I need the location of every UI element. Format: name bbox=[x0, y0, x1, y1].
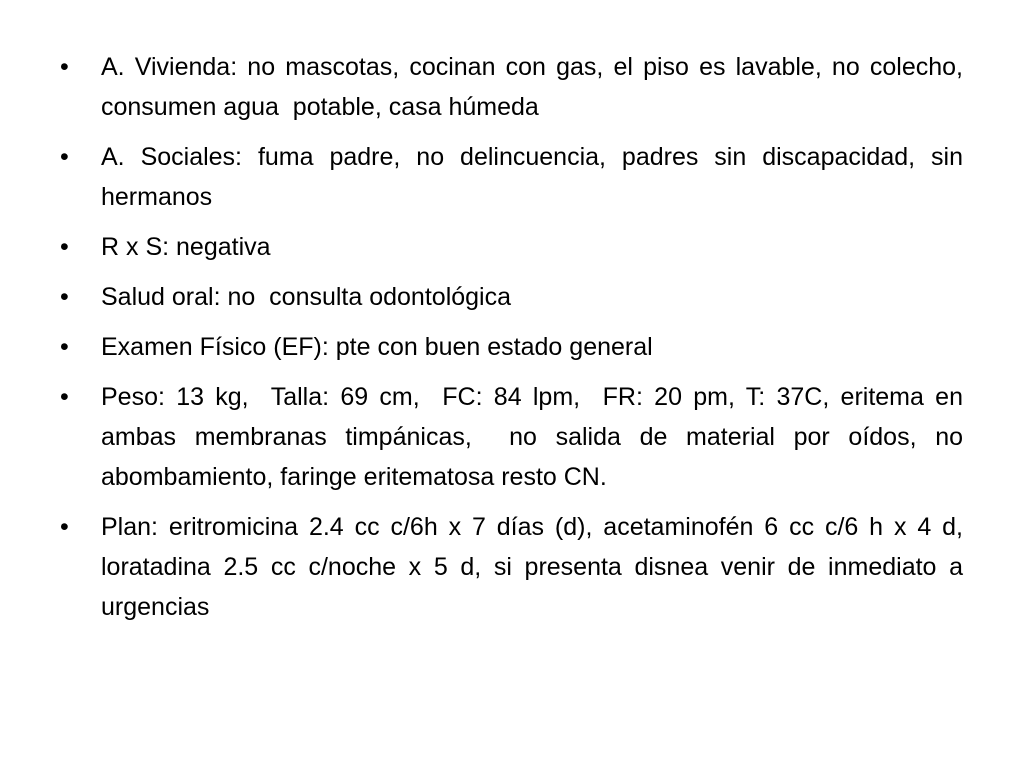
bullet-text-rxs: R x S: negativa bbox=[101, 233, 271, 261]
bullet-text-salud-oral: Salud oral: no consulta odontológica bbox=[101, 283, 512, 311]
bullet-text-plan: Plan: eritromicina 2.4 cc c/6h x 7 días (d), acetaminofén 6 cc c/6 h x 4 d, loratadina 2.5 cc c/noche x 5 d, si presenta disnea venir de inmediato a urgencias bbox=[101, 513, 970, 621]
bullet-list bbox=[60, 47, 970, 637]
bullet-text-sociales: A. Sociales: fuma padre, no delincuencia, padres sin discapacidad, sin hermanos bbox=[101, 143, 970, 211]
bullet-item-examen-fisico bbox=[60, 327, 963, 367]
bullet-text-signos-vitales: Peso: 13 kg, Talla: 69 cm, FC: 84 lpm, FR: 20 pm, T: 37C, eritema en ambas membranas timpánicas, no salida de material por oídos, no abombamiento, faringe eritematosa resto CN. bbox=[101, 383, 970, 491]
bullet-item-rxs bbox=[60, 227, 963, 267]
bullet-dot-icon: • bbox=[60, 513, 69, 541]
bullet-text-examen-fisico: Examen Físico (EF): pte con buen estado general bbox=[101, 333, 653, 361]
bullet-item-plan bbox=[60, 507, 970, 627]
bullet-dot-icon: • bbox=[60, 283, 69, 311]
bullet-dot-icon: • bbox=[60, 143, 69, 171]
bullet-dot-icon: • bbox=[60, 53, 69, 81]
bullet-item-vivienda bbox=[60, 47, 970, 127]
bullet-text-vivienda: A. Vivienda: no mascotas, cocinan con gas, el piso es lavable, no colecho, consumen agua potable, casa húmeda bbox=[101, 53, 970, 121]
bullet-dot-icon: • bbox=[60, 333, 69, 361]
bullet-item-salud-oral bbox=[60, 277, 963, 317]
bullet-item-sociales bbox=[60, 137, 970, 217]
bullet-dot-icon: • bbox=[60, 383, 69, 411]
bullet-dot-icon: • bbox=[60, 233, 69, 261]
bullet-item-signos-vitales bbox=[60, 377, 970, 497]
